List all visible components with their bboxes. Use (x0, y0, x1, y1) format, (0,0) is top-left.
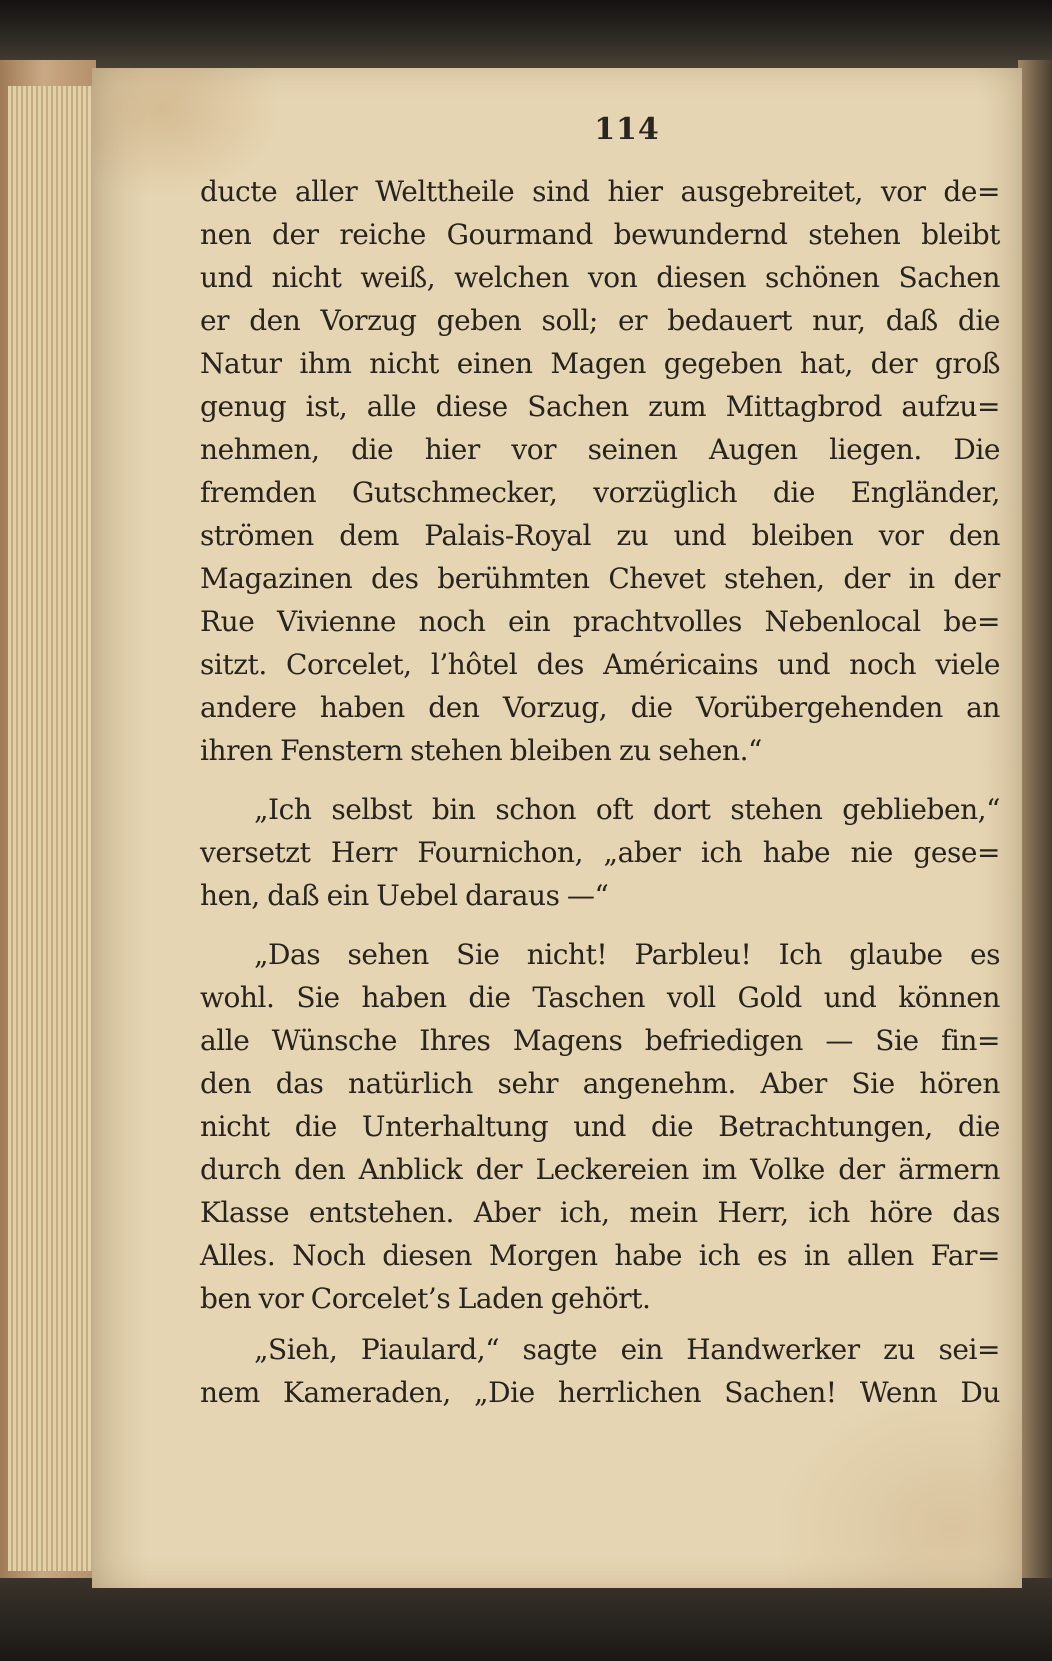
text-line: versetzt Herr Fournichon, „aber ich habe nie gese= (200, 836, 1000, 869)
text-line: nehmen, die hier vor seinen Augen liegen. Die (200, 433, 1000, 466)
text-line: sitzt. Corcelet, l’hôtel des Américains und noch viele (200, 648, 1000, 681)
text-line: Alles. Noch diesen Morgen habe ich es in allen Far= (200, 1239, 1000, 1272)
text-line: genug ist, alle diese Sachen zum Mittagbrod aufzu= (200, 390, 1000, 423)
text-line: alle Wünsche Ihres Magens befriedigen — Sie fin= (200, 1024, 1000, 1057)
text-line: fremden Gutschmecker, vorzüglich die Engländer, (200, 476, 1000, 509)
text-line: er den Vorzug geben soll; er bedauert nur, daß die (200, 304, 1000, 337)
text-line: hen, daß ein Uebel daraus —“ (200, 879, 609, 912)
text-line: Klasse entstehen. Aber ich, mein Herr, ich höre das (200, 1196, 1000, 1229)
text-line: wohl. Sie haben die Taschen voll Gold und können (200, 981, 1000, 1014)
text-line: und nicht weiß, welchen von diesen schönen Sachen (200, 261, 1000, 294)
text-line: Rue Vivienne noch ein prachtvolles Nebenlocal be= (200, 605, 1000, 638)
text-line: strömen dem Palais-Royal zu und bleiben vor den (200, 519, 1000, 552)
book-page (92, 68, 1022, 1588)
text-line: nen der reiche Gourmand bewundernd stehen bleibt (200, 218, 1000, 251)
text-line: „Sieh, Piaulard,“ sagte ein Handwerker zu sei= (254, 1333, 1000, 1366)
book-cover-bottom (0, 1578, 1052, 1661)
page-number: 114 (594, 112, 660, 147)
text-line: durch den Anblick der Leckereien im Volke der ärmern (200, 1153, 1000, 1186)
text-line: nicht die Unterhaltung und die Betrachtungen, die (200, 1110, 1000, 1143)
page-text (200, 170, 1000, 1414)
text-line: den das natürlich sehr angenehm. Aber Sie hören (200, 1067, 1000, 1100)
text-line: Magazinen des berühmten Chevet stehen, der in der (200, 562, 1000, 595)
text-line: ducte aller Welttheile sind hier ausgebreitet, vor de= (200, 175, 1000, 208)
text-line: „Das sehen Sie nicht! Parbleu! Ich glaube es (254, 938, 1000, 971)
text-line: andere haben den Vorzug, die Vorübergehenden an (200, 691, 1000, 724)
text-line: Natur ihm nicht einen Magen gegeben hat, der groß (200, 347, 1000, 380)
text-line: ben vor Corcelet’s Laden gehört. (200, 1282, 651, 1315)
paragraph-gap (200, 917, 1000, 933)
text-line: ihren Fenstern stehen bleiben zu sehen.“ (200, 734, 762, 767)
book-cover-top (0, 0, 1052, 70)
text-line: nem Kameraden, „Die herrlichen Sachen! Wenn Du (200, 1376, 1000, 1409)
facing-page-edge (1018, 60, 1052, 1590)
paragraph-gap (200, 772, 1000, 788)
paragraph-gap (200, 1320, 1000, 1328)
page-stack-edge (8, 86, 95, 1571)
text-line: „Ich selbst bin schon oft dort stehen geblieben,“ (254, 793, 1000, 826)
